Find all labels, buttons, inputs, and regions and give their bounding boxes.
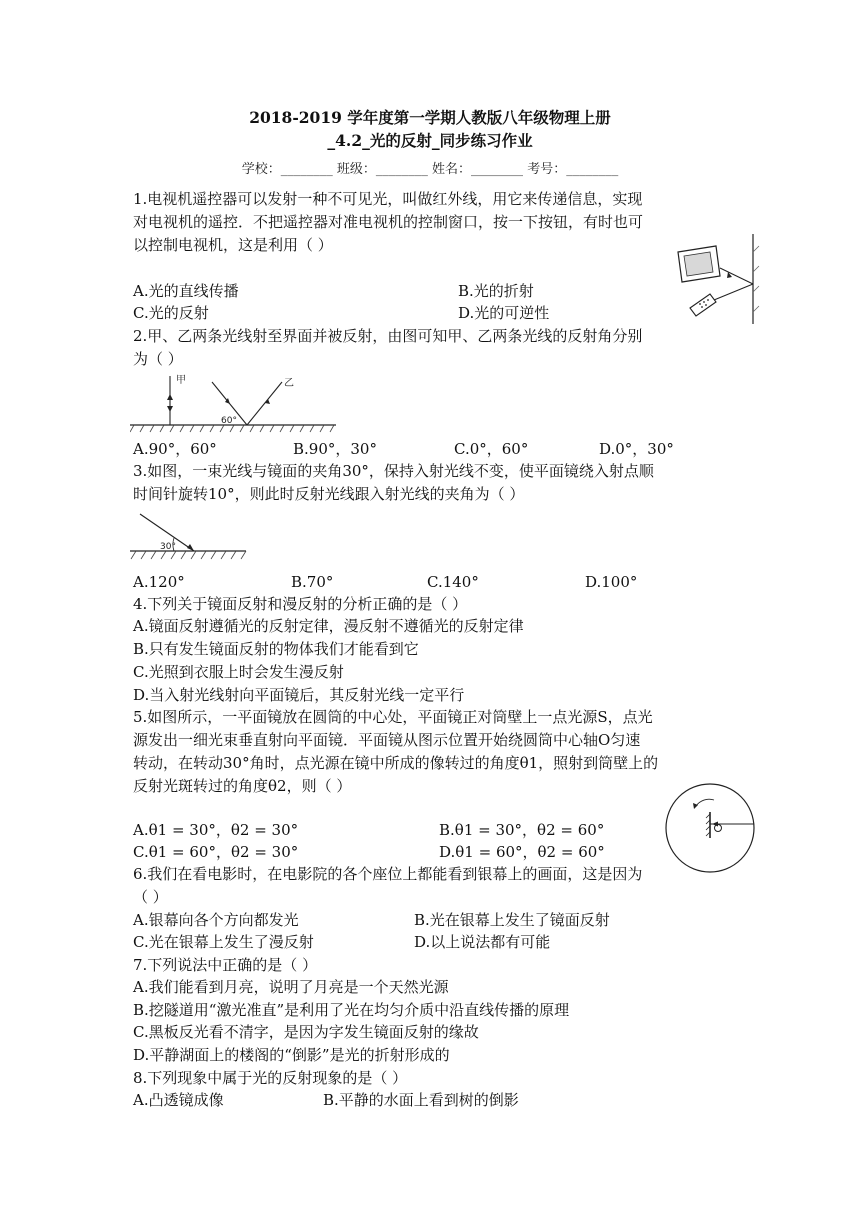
- option-a: A.光的直线传播: [133, 282, 239, 300]
- option-d: D.当入射光线射向平面镜后，其反射光线一定平行: [133, 686, 465, 704]
- student-info-fields: 学校：________ 班级：________ 姓名：________ 考号：________: [241, 162, 619, 177]
- mirror-angle-figure: [130, 510, 248, 568]
- cylinder-mirror-figure: [662, 782, 758, 876]
- option-b: B.θ1 = 30°，θ2 = 60°: [439, 821, 605, 839]
- question-text: （ ）: [133, 888, 168, 906]
- option-d: D.平静湖面上的楼阁的“倒影”是光的折射形成的: [133, 1046, 450, 1064]
- option-d: D.以上说法都有可能: [414, 933, 551, 951]
- page-subtitle: _4.2_光的反射_同步练习作业: [327, 131, 533, 150]
- question-text: 为（ ）: [133, 350, 183, 368]
- label-jia: 甲: [176, 375, 186, 386]
- question-text: 3.如图，一束光线与镜面的夹角30°，保持入射光线不变，使平面镜绕入射点顺: [133, 462, 654, 480]
- question-text: 8.下列现象中属于光的反射现象的是（ ）: [133, 1069, 408, 1087]
- question-text: 2.甲、乙两条光线射至界面并被反射，由图可知甲、乙两条光线的反射角分别: [133, 327, 643, 345]
- question-text: 源发出一细光束垂直射向平面镜．平面镜从图示位置开始绕圆筒中心轴O匀速: [133, 731, 641, 749]
- option-c: C.光在银幕上发生了漫反射: [133, 933, 314, 951]
- option-d: D.0°，30°: [599, 440, 674, 458]
- option-a: A.凸透镜成像: [133, 1091, 224, 1109]
- option-b: B.光的折射: [458, 282, 534, 300]
- option-c: C.140°: [427, 573, 479, 591]
- option-b: B.70°: [291, 573, 334, 591]
- option-a: A.120°: [133, 573, 185, 591]
- option-b: B.90°，30°: [293, 440, 377, 458]
- tv-remote-figure: [670, 232, 762, 326]
- option-d: D.θ1 = 60°，θ2 = 60°: [439, 843, 605, 861]
- option-b: B.平静的水面上看到树的倒影: [323, 1091, 519, 1109]
- question-text: 6.我们在看电影时，在电影院的各个座位上都能看到银幕上的画面，这是因为: [133, 865, 643, 883]
- option-c: C.0°，60°: [454, 440, 529, 458]
- label-yi: 乙: [284, 378, 294, 389]
- option-d: D.光的可逆性: [458, 304, 550, 322]
- option-a: A.90°，60°: [133, 440, 217, 458]
- question-text: 1.电视机遥控器可以发射一种不可见光，叫做红外线，用它来传递信息，实现: [133, 190, 643, 208]
- question-text: 对电视机的遥控．不把遥控器对准电视机的控制窗口，按一下按钮，有时也可: [133, 213, 644, 231]
- option-c: C.黑板反光看不清字，是因为字发生镜面反射的缘故: [133, 1023, 479, 1041]
- option-a: A.我们能看到月亮，说明了月亮是一个天然光源: [133, 978, 449, 996]
- question-text: 时间针旋转10°，则此时反射光线跟入射光线的夹角为（ ）: [133, 485, 525, 503]
- option-d: D.100°: [585, 573, 638, 591]
- question-text: 7.下列说法中正确的是（ ）: [133, 956, 318, 974]
- question-text: 5.如图所示，一平面镜放在圆筒的中心处，平面镜正对筒壁上一点光源S，点光: [133, 708, 653, 726]
- question-text: 反射光斑转过的角度θ2，则（ ）: [133, 777, 352, 795]
- two-rays-figure: [130, 372, 340, 434]
- angle-label: 60°: [221, 416, 237, 426]
- question-text: 转动，在转动30°角时，点光源在镜中所成的像转过的角度θ1，照射到筒壁上的: [133, 754, 659, 772]
- option-b: B.挖隧道用“激光准直”是利用了光在均匀介质中沿直线传播的原理: [133, 1001, 570, 1019]
- option-c: C.θ1 = 60°，θ2 = 30°: [133, 843, 299, 861]
- page-title: 2018-2019 学年度第一学期人教版八年级物理上册: [249, 108, 611, 127]
- option-a: A.银幕向各个方向都发光: [133, 911, 299, 929]
- option-c: C.光的反射: [133, 304, 209, 322]
- question-text: 以控制电视机，这是利用（ ）: [133, 236, 333, 254]
- option-c: C.光照到衣服上时会发生漫反射: [133, 663, 344, 681]
- question-text: 4.下列关于镜面反射和漫反射的分析正确的是（ ）: [133, 595, 468, 613]
- option-a: A.θ1 = 30°，θ2 = 30°: [133, 821, 299, 839]
- option-a: A.镜面反射遵循光的反射定律，漫反射不遵循光的反射定律: [133, 617, 524, 635]
- option-b: B.只有发生镜面反射的物体我们才能看到它: [133, 640, 419, 658]
- angle-label: 30°: [160, 542, 176, 552]
- option-b: B.光在银幕上发生了镜面反射: [414, 911, 610, 929]
